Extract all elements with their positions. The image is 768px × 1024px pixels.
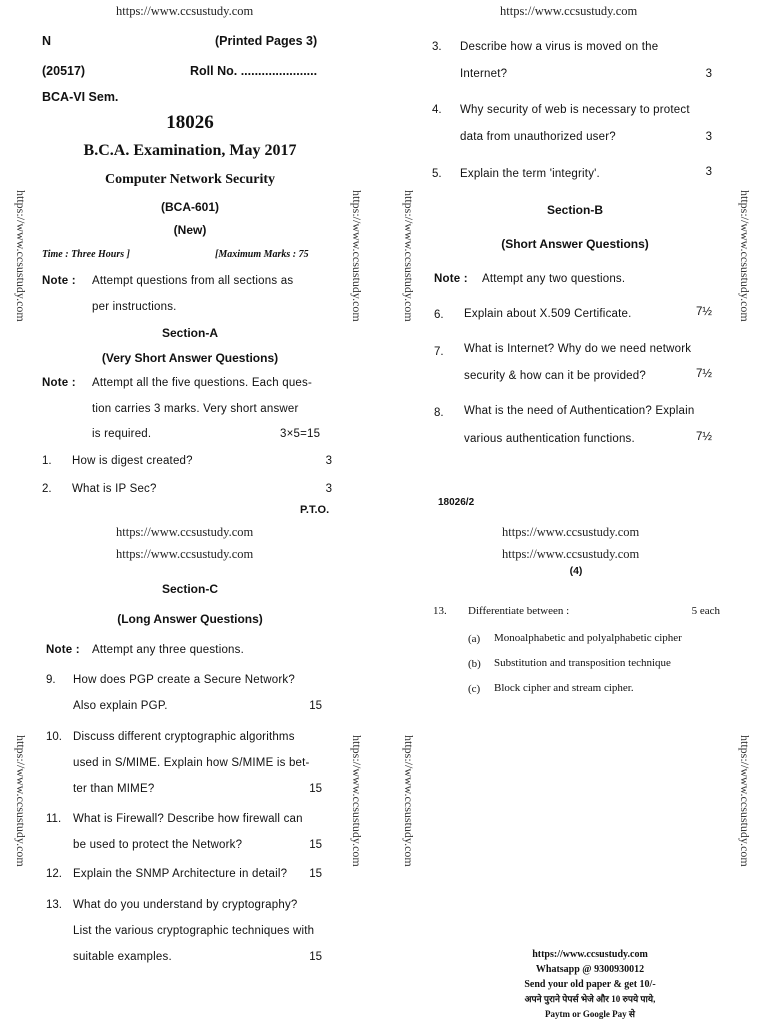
- q12-marks: 15: [309, 868, 322, 880]
- q7-number: 7.: [434, 346, 444, 358]
- footer-offer: Send your old paper & get 10/-: [524, 979, 656, 990]
- footer-block: [460, 947, 720, 1022]
- q2-number: 2.: [42, 483, 52, 495]
- q10-number: 10.: [46, 731, 62, 743]
- q13-line-2: List the various cryptographic techniques with: [73, 925, 315, 937]
- option-a-text: Monoalphabetic and polyalphabetic cipher: [494, 632, 682, 644]
- note-a-label: Note :: [42, 377, 76, 389]
- q6-text: Explain about X.509 Certificate.: [464, 308, 632, 320]
- q8-line-2: various authentication functions.: [464, 433, 635, 445]
- q2-marks: 3: [325, 483, 332, 495]
- course-code: (BCA-601): [160, 200, 219, 214]
- page-reference: 18026/2: [438, 497, 475, 508]
- note-line-1: Attempt questions from all sections as: [92, 275, 294, 287]
- q1-marks: 3: [325, 455, 332, 467]
- section-c-heading: Section-C: [161, 582, 218, 596]
- footer-url: https://www.ccsustudy.com: [532, 949, 648, 960]
- mid-url-left-1: https://www.ccsustudy.com: [116, 525, 254, 539]
- subject-title: Computer Network Security: [104, 172, 276, 187]
- q7-line-2: security & how can it be provided?: [464, 370, 646, 382]
- q5-text: Explain the term 'integrity'.: [460, 168, 600, 180]
- printed-pages: (Printed Pages 3): [215, 34, 318, 48]
- q11-number: 11.: [46, 813, 62, 825]
- option-b-text: Substitution and transposition technique: [494, 657, 671, 669]
- side-url-5: https://www.ccsustudy.com: [14, 735, 28, 867]
- q4-line-2: data from unauthorized user?: [460, 131, 616, 143]
- note-a-marks: 3×5=15: [280, 428, 321, 440]
- page-number: (4): [569, 565, 583, 577]
- header-url-right: https://www.ccsustudy.com: [500, 4, 638, 18]
- q2-text: What is IP Sec?: [72, 483, 157, 495]
- option-a-label: (a): [468, 633, 481, 645]
- section-c-subheading: (Long Answer Questions): [117, 612, 263, 626]
- side-url-4: https://www.ccsustudy.com: [738, 190, 752, 322]
- footer-hindi: अपने पुराने पेपर्स भेजे और 10 रुपये पाये,: [524, 994, 656, 1004]
- q3-number: 3.: [432, 41, 442, 53]
- q5-number: 5.: [432, 168, 442, 180]
- note-a-line-1: Attempt all the five questions. Each ques-: [92, 377, 312, 389]
- side-url-6: https://www.ccsustudy.com: [350, 735, 364, 867]
- section-b-heading: Section-B: [546, 203, 603, 217]
- n-label: N: [42, 34, 52, 48]
- q13-line-1: What do you understand by cryptography?: [73, 899, 298, 911]
- q8-number: 8.: [434, 407, 444, 419]
- side-url-8: https://www.ccsustudy.com: [738, 735, 752, 867]
- side-url-1: https://www.ccsustudy.com: [14, 190, 28, 322]
- note-label: Note :: [42, 275, 76, 287]
- q4-number: 4.: [432, 104, 442, 116]
- q11-marks: 15: [309, 839, 322, 851]
- mid-url-left-2: https://www.ccsustudy.com: [116, 547, 254, 561]
- footer-pay: Paytm or Google Pay से: [545, 1009, 635, 1019]
- section-b-subheading: (Short Answer Questions): [501, 237, 649, 251]
- note-b-label: Note :: [434, 273, 468, 285]
- exam-title: B.C.A. Examination, May 2017: [83, 142, 297, 159]
- side-url-7: https://www.ccsustudy.com: [402, 735, 416, 867]
- q9-marks: 15: [309, 700, 322, 712]
- semester: BCA-VI Sem.: [42, 90, 119, 104]
- mid-url-right-1: https://www.ccsustudy.com: [502, 525, 640, 539]
- q8-marks: 7½: [696, 431, 712, 443]
- q3-line-2: Internet?: [460, 68, 508, 80]
- q3-line-1: Describe how a virus is moved on the: [460, 41, 659, 53]
- note-b-text: Attempt any two questions.: [482, 273, 626, 285]
- q7-marks: 7½: [696, 368, 712, 380]
- mid-url-right-2: https://www.ccsustudy.com: [502, 547, 640, 561]
- q9-number: 9.: [46, 674, 56, 686]
- option-b-label: (b): [468, 658, 481, 670]
- scheme: (New): [173, 223, 207, 237]
- side-url-3: https://www.ccsustudy.com: [402, 190, 416, 322]
- paper-code: (20517): [42, 64, 86, 78]
- q1-text: How is digest created?: [72, 455, 193, 467]
- q1-number: 1.: [42, 455, 52, 467]
- q5-marks: 3: [705, 166, 712, 178]
- option-c-label: (c): [468, 683, 481, 695]
- note-c-text: Attempt any three questions.: [92, 644, 244, 656]
- note-line-2: per instructions.: [92, 301, 177, 313]
- q10-line-2: used in S/MIME. Explain how S/MIME is bet-: [73, 757, 310, 769]
- q13-line-3: suitable examples.: [73, 951, 172, 963]
- paper-number: 18026: [166, 112, 214, 133]
- q10-marks: 15: [309, 783, 322, 795]
- q9-line-1: How does PGP create a Secure Network?: [73, 674, 295, 686]
- side-url-2: https://www.ccsustudy.com: [350, 190, 364, 322]
- q8-line-1: What is the need of Authentication? Explain: [464, 405, 695, 417]
- option-c-text: Block cipher and stream cipher.: [494, 682, 634, 694]
- roll-number: Roll No. ......................: [190, 64, 318, 78]
- section-a-subheading: (Very Short Answer Questions): [101, 351, 279, 365]
- q11-line-1: What is Firewall? Describe how firewall can: [73, 813, 303, 825]
- footer-whatsapp: Whatsapp @ 9300930012: [535, 964, 645, 975]
- max-marks: [Maximum Marks : 75: [215, 249, 309, 260]
- note-a-line-3: is required.: [92, 428, 152, 440]
- q6-marks: 7½: [696, 306, 712, 318]
- q9-line-2: Also explain PGP.: [73, 700, 168, 712]
- q10-line-1: Discuss different cryptographic algorithms: [73, 731, 295, 743]
- q13-number: 13.: [46, 899, 62, 911]
- section-a-heading: Section-A: [161, 326, 218, 340]
- q7-line-1: What is Internet? Why do we need network: [464, 343, 692, 355]
- q6-number: 6.: [434, 309, 444, 321]
- q10-line-3: ter than MIME?: [73, 783, 155, 795]
- q13b-number: 13.: [433, 605, 447, 617]
- q13b-marks: 5 each: [691, 605, 720, 617]
- note-c-label: Note :: [46, 644, 80, 656]
- q13b-text: Differentiate between :: [468, 605, 570, 617]
- q12-number: 12.: [46, 868, 62, 880]
- pto: P.T.O.: [300, 504, 330, 516]
- note-a-line-2: tion carries 3 marks. Very short answer: [92, 403, 299, 415]
- q12-text: Explain the SNMP Architecture in detail?: [73, 868, 288, 880]
- exam-time: Time : Three Hours ]: [42, 249, 130, 260]
- q3-marks: 3: [705, 68, 712, 80]
- q13-marks: 15: [309, 951, 322, 963]
- q4-marks: 3: [705, 131, 712, 143]
- header-url-left: https://www.ccsustudy.com: [116, 4, 254, 18]
- q4-line-1: Why security of web is necessary to protect: [460, 104, 690, 116]
- q11-line-2: be used to protect the Network?: [73, 839, 243, 851]
